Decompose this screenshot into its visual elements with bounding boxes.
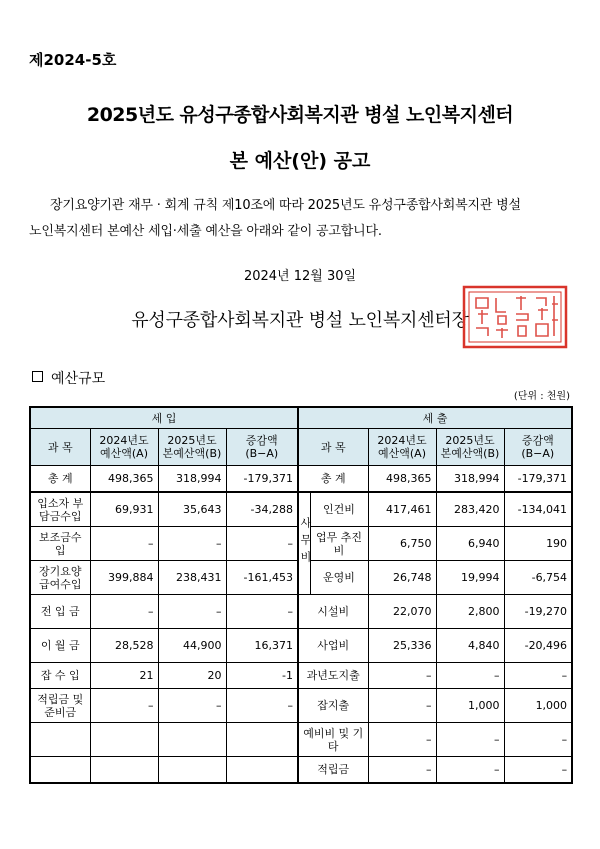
income-a: –	[90, 689, 158, 723]
expense-label: 사업비	[298, 629, 368, 663]
official-seal	[460, 284, 570, 350]
income-a: –	[90, 595, 158, 629]
expense-b: –	[436, 663, 504, 689]
income-label: 잡 수 입	[30, 663, 90, 689]
income-d: –	[226, 527, 298, 561]
income-empty	[30, 757, 90, 784]
income-a: 21	[90, 663, 158, 689]
expense-d: 1,000	[504, 689, 572, 723]
expense-b: 318,994	[436, 466, 504, 493]
organization-name: 유성구종합사회복지관 병설 노인복지센터장	[131, 310, 469, 331]
expense-a: –	[368, 757, 436, 784]
expense-b: –	[436, 723, 504, 757]
income-d: -1	[226, 663, 298, 689]
income-label: 전 입 금	[30, 595, 90, 629]
income-d: –	[226, 595, 298, 629]
income-d: -179,371	[226, 466, 298, 493]
square-bullet-icon	[32, 371, 43, 382]
expense-b: 6,940	[436, 527, 504, 561]
expense-d: -20,496	[504, 629, 572, 663]
section-heading: 예산규모	[32, 368, 105, 388]
income-empty	[90, 723, 158, 757]
expense-b: 4,840	[436, 629, 504, 663]
income-empty	[226, 723, 298, 757]
expense-a: 6,750	[368, 527, 436, 561]
income-empty	[158, 757, 226, 784]
expense-a: 417,461	[368, 492, 436, 527]
income-empty	[90, 757, 158, 784]
saubi-group-label: 사무비	[298, 492, 310, 595]
expense-d: -179,371	[504, 466, 572, 493]
announcement-date: 2024년 12월 30일	[243, 269, 357, 284]
expense-label: 업무 추진비	[310, 527, 368, 561]
income-label: 이 월 금	[30, 629, 90, 663]
income-col-diff: 증감액 (B−A)	[226, 429, 298, 466]
income-col-subject: 과 목	[30, 429, 90, 466]
income-label: 총 계	[30, 466, 90, 493]
expense-b: 283,420	[436, 492, 504, 527]
income-empty	[158, 723, 226, 757]
income-d: -34,288	[226, 492, 298, 527]
income-a: 28,528	[90, 629, 158, 663]
expense-a: 26,748	[368, 561, 436, 595]
document-number: 제2024-5호	[29, 51, 117, 69]
expense-col-subject: 과 목	[298, 429, 368, 466]
expense-b: 2,800	[436, 595, 504, 629]
expense-a: 22,070	[368, 595, 436, 629]
expense-a: 498,365	[368, 466, 436, 493]
expense-d: -134,041	[504, 492, 572, 527]
title-line-1: 2025년도 유성구종합사회복지관 병설 노인복지센터	[86, 104, 514, 126]
expense-d: 190	[504, 527, 572, 561]
income-label: 장기요양 급여수입	[30, 561, 90, 595]
income-col-2025: 2025년도 본예산액(B)	[158, 429, 226, 466]
body-text-line-2: 노인복지센터 본예산 세입·세출 예산을 아래와 같이 공고합니다.	[29, 224, 382, 239]
expense-label: 운영비	[310, 561, 368, 595]
expense-b: 1,000	[436, 689, 504, 723]
income-b: 20	[158, 663, 226, 689]
income-a: 399,884	[90, 561, 158, 595]
expense-a: –	[368, 689, 436, 723]
expense-label: 인건비	[310, 492, 368, 527]
income-label: 적립금 및 준비금	[30, 689, 90, 723]
body-text-line-1: 장기요양기관 재무 · 회계 규칙 제10조에 따라 2025년도 유성구종합사회복지관 병설	[50, 198, 521, 213]
expense-col-2024: 2024년도 예산액(A)	[368, 429, 436, 466]
expense-d: -19,270	[504, 595, 572, 629]
expense-a: –	[368, 723, 436, 757]
expense-label: 예비비 및 기타	[298, 723, 368, 757]
income-a: 69,931	[90, 492, 158, 527]
income-header: 세 입	[30, 407, 298, 429]
income-d: -161,453	[226, 561, 298, 595]
expense-col-diff: 증감액 (B−A)	[504, 429, 572, 466]
income-b: –	[158, 595, 226, 629]
income-b: 238,431	[158, 561, 226, 595]
income-a: –	[90, 527, 158, 561]
income-b: 35,643	[158, 492, 226, 527]
expense-label: 과년도지출	[298, 663, 368, 689]
income-b: 318,994	[158, 466, 226, 493]
expense-d: –	[504, 723, 572, 757]
expense-col-2025: 2025년도 본예산액(B)	[436, 429, 504, 466]
expense-header: 세 출	[298, 407, 572, 429]
expense-a: –	[368, 663, 436, 689]
budget-table	[29, 406, 573, 784]
expense-b: 19,994	[436, 561, 504, 595]
income-label: 입소자 부담금수입	[30, 492, 90, 527]
income-d: –	[226, 689, 298, 723]
title-line-2: 본 예산(안) 공고	[229, 150, 371, 172]
expense-label: 잡지출	[298, 689, 368, 723]
expense-label: 적립금	[298, 757, 368, 784]
expense-d: -6,754	[504, 561, 572, 595]
income-col-2024: 2024년도 예산액(A)	[90, 429, 158, 466]
income-empty	[30, 723, 90, 757]
unit-note: (단위 : 천원)	[513, 391, 570, 402]
income-empty	[226, 757, 298, 784]
expense-d: –	[504, 757, 572, 784]
expense-label: 총 계	[298, 466, 368, 493]
income-b: 44,900	[158, 629, 226, 663]
income-label: 보조금수입	[30, 527, 90, 561]
income-b: –	[158, 527, 226, 561]
expense-b: –	[436, 757, 504, 784]
income-a: 498,365	[90, 466, 158, 493]
expense-a: 25,336	[368, 629, 436, 663]
income-d: 16,371	[226, 629, 298, 663]
expense-d: –	[504, 663, 572, 689]
expense-label: 시설비	[298, 595, 368, 629]
income-b: –	[158, 689, 226, 723]
